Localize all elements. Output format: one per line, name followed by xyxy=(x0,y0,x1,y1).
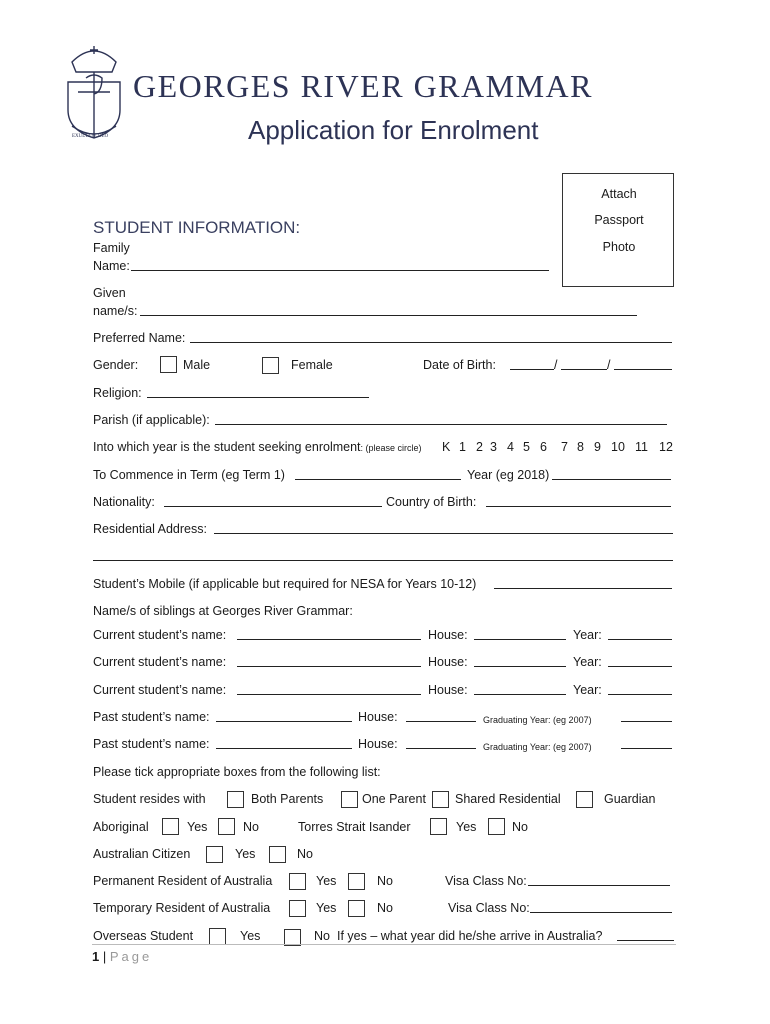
one-parent-label: One Parent xyxy=(362,792,426,806)
torres-strait-no-checkbox[interactable] xyxy=(488,818,505,835)
overseas-student-label: Overseas Student xyxy=(93,929,194,943)
female-checkbox[interactable] xyxy=(262,357,279,374)
house-label: House: xyxy=(428,655,468,669)
nationality-field[interactable] xyxy=(164,506,382,507)
yes-label: Yes xyxy=(235,847,256,861)
graduating-year-label: Graduating Year: (eg 2007) xyxy=(483,742,592,752)
year-option[interactable]: 5 xyxy=(523,440,530,454)
yes-label: Yes xyxy=(240,929,261,943)
commence-year-field[interactable] xyxy=(552,479,671,480)
photo-label-3: Photo xyxy=(602,240,636,254)
no-label: No xyxy=(243,820,259,834)
year-option[interactable]: 12 xyxy=(659,440,673,454)
year-field[interactable] xyxy=(608,694,672,695)
one-parent-checkbox[interactable] xyxy=(341,791,358,808)
visa-class-label: Visa Class No: xyxy=(445,874,527,888)
given-names-label-2: name/s: xyxy=(93,304,138,318)
school-name: GEORGES RIVER GRAMMAR xyxy=(133,68,593,104)
guardian-checkbox[interactable] xyxy=(576,791,593,808)
guardian-label: Guardian xyxy=(604,792,656,806)
torres-strait-label: Torres Strait Isander xyxy=(298,820,411,834)
current-student-name-field[interactable] xyxy=(237,639,421,640)
year-option[interactable]: 8 xyxy=(577,440,584,454)
page-separator: | xyxy=(102,949,107,964)
year-option[interactable]: K xyxy=(442,440,451,454)
temporary-no-checkbox[interactable] xyxy=(348,900,365,917)
year-option[interactable]: 11 xyxy=(635,440,648,454)
permanent-no-checkbox[interactable] xyxy=(348,873,365,890)
yes-label: Yes xyxy=(316,874,337,888)
page-word: Page xyxy=(109,949,153,964)
page-footer xyxy=(92,949,152,964)
section-title: STUDENT INFORMATION: xyxy=(93,218,301,237)
no-label: No xyxy=(512,820,528,834)
religion-field[interactable] xyxy=(147,397,369,398)
house-label: House: xyxy=(428,683,468,697)
photo-label-1: Attach xyxy=(601,187,637,201)
visa-class-field[interactable] xyxy=(530,912,672,913)
given-names-label: Given xyxy=(93,286,126,300)
footer-divider xyxy=(92,944,676,945)
house-label: House: xyxy=(428,628,468,642)
no-label: No xyxy=(297,847,313,861)
year-field[interactable] xyxy=(608,639,672,640)
preferred-name-label: Preferred Name: xyxy=(93,331,186,345)
commence-term-label: To Commence in Term (eg Term 1) xyxy=(93,468,285,482)
current-student-name-field[interactable] xyxy=(237,694,421,695)
religion-label: Religion: xyxy=(93,386,142,400)
no-label: No xyxy=(314,929,330,943)
past-student-name-field[interactable] xyxy=(216,748,352,749)
shared-residential-label: Shared Residential xyxy=(455,792,561,806)
please-circle-note: : (please circle) xyxy=(360,443,422,453)
gender-label: Gender: xyxy=(93,358,139,372)
dob-day-field[interactable] xyxy=(510,369,554,370)
arrival-year-field[interactable] xyxy=(617,940,674,941)
dob-year-field[interactable] xyxy=(614,369,672,370)
commence-year-label: Year (eg 2018) xyxy=(467,468,550,482)
aboriginal-no-checkbox[interactable] xyxy=(218,818,235,835)
visa-class-label: Visa Class No: xyxy=(448,901,530,915)
year-option[interactable]: 6 xyxy=(540,440,547,454)
no-label: No xyxy=(377,901,393,915)
year-label: Year: xyxy=(573,683,602,697)
both-parents-label: Both Parents xyxy=(251,792,324,806)
passport-photo-box[interactable] xyxy=(562,173,674,287)
aboriginal-label: Aboriginal xyxy=(93,820,149,834)
residential-address-field-2[interactable] xyxy=(93,560,673,561)
australian-citizen-label: Australian Citizen xyxy=(93,847,191,861)
nationality-label: Nationality: xyxy=(93,495,155,509)
parish-label: Parish (if applicable): xyxy=(93,413,210,427)
dob-label: Date of Birth: xyxy=(423,358,496,372)
commence-term-field[interactable] xyxy=(295,479,461,480)
house-field[interactable] xyxy=(474,639,566,640)
current-student-name-label: Current student’s name: xyxy=(93,655,227,669)
year-option[interactable]: 1 xyxy=(459,440,466,454)
siblings-heading: Name/s of siblings at Georges River Grammar: xyxy=(93,604,353,618)
year-option[interactable]: 2 xyxy=(476,440,483,454)
photo-label-2: Passport xyxy=(594,213,644,227)
given-names-field[interactable] xyxy=(140,315,637,316)
yes-label: Yes xyxy=(187,820,208,834)
year-label: Year: xyxy=(573,628,602,642)
page-number: 1 xyxy=(92,949,100,964)
resides-with-label: Student resides with xyxy=(93,792,206,806)
house-label: House: xyxy=(358,710,398,724)
house-field[interactable] xyxy=(474,666,566,667)
dob-separator: / xyxy=(554,358,558,372)
current-student-name-label: Current student’s name: xyxy=(93,683,227,697)
current-student-name-label: Current student’s name: xyxy=(93,628,227,642)
torres-strait-yes-checkbox[interactable] xyxy=(430,818,447,835)
country-of-birth-label: Country of Birth: xyxy=(386,495,477,509)
overseas-yes-checkbox[interactable] xyxy=(209,928,226,945)
preferred-name-field[interactable] xyxy=(190,342,672,343)
graduating-year-label: Graduating Year: (eg 2007) xyxy=(483,715,592,725)
house-field[interactable] xyxy=(406,721,476,722)
family-name-label-2: Name: xyxy=(93,259,130,273)
temporary-resident-label: Temporary Resident of Australia xyxy=(93,901,271,915)
year-option[interactable]: 4 xyxy=(507,440,514,454)
crest-motto: EXULTATE DEO xyxy=(72,134,109,139)
tick-instruction: Please tick appropriate boxes from the following list: xyxy=(93,765,381,779)
permanent-yes-checkbox[interactable] xyxy=(289,873,306,890)
country-of-birth-field[interactable] xyxy=(486,506,671,507)
both-parents-checkbox[interactable] xyxy=(227,791,244,808)
citizen-yes-checkbox[interactable] xyxy=(206,846,223,863)
family-name-field[interactable] xyxy=(131,270,549,271)
year-option[interactable]: 3 xyxy=(490,440,497,454)
arrival-question-label: If yes – what year did he/she arrive in Australia? xyxy=(337,929,603,943)
male-label: Male xyxy=(183,358,211,372)
family-name-label: Family xyxy=(93,241,130,255)
year-label: Year: xyxy=(573,655,602,669)
form-title: Application for Enrolment xyxy=(248,115,539,145)
current-student-name-field[interactable] xyxy=(237,666,421,667)
year-field[interactable] xyxy=(608,666,672,667)
visa-class-field[interactable] xyxy=(528,885,670,886)
female-label: Female xyxy=(291,358,333,372)
past-student-name-label: Past student’s name: xyxy=(93,737,210,751)
house-label: House: xyxy=(358,737,398,751)
graduating-year-field[interactable] xyxy=(621,748,672,749)
student-mobile-field[interactable] xyxy=(494,588,672,589)
year-option[interactable]: 9 xyxy=(594,440,601,454)
parish-field[interactable] xyxy=(215,424,667,425)
house-field[interactable] xyxy=(406,748,476,749)
dob-separator: / xyxy=(607,358,611,372)
permanent-resident-label: Permanent Resident of Australia xyxy=(93,874,273,888)
house-field[interactable] xyxy=(474,694,566,695)
yes-label: Yes xyxy=(456,820,477,834)
past-student-name-field[interactable] xyxy=(216,721,352,722)
year-option[interactable]: 10 xyxy=(611,440,625,454)
year-seeking-label xyxy=(93,440,422,455)
no-label: No xyxy=(377,874,393,888)
residential-address-field[interactable] xyxy=(214,533,673,534)
year-seeking-text: Into which year is the student seeking enrolment xyxy=(93,440,361,454)
temporary-yes-checkbox[interactable] xyxy=(289,900,306,917)
shared-residential-checkbox[interactable] xyxy=(432,791,449,808)
citizen-no-checkbox[interactable] xyxy=(269,846,286,863)
yes-label: Yes xyxy=(316,901,337,915)
student-mobile-label: Student’s Mobile (if applicable but required for NESA for Years 10-12) xyxy=(93,577,477,591)
residential-address-label: Residential Address: xyxy=(93,522,207,536)
past-student-name-label: Past student’s name: xyxy=(93,710,210,724)
male-checkbox[interactable] xyxy=(160,356,177,373)
dob-month-field[interactable] xyxy=(561,369,607,370)
school-crest xyxy=(58,42,130,142)
graduating-year-field[interactable] xyxy=(621,721,672,722)
year-option[interactable]: 7 xyxy=(561,440,568,454)
aboriginal-yes-checkbox[interactable] xyxy=(162,818,179,835)
